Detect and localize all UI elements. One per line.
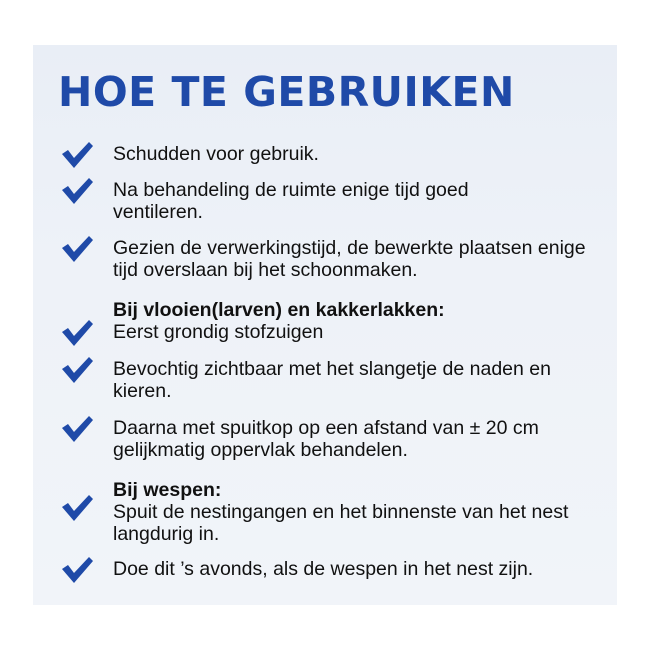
instruction-text: Spuit de nestingangen en het binnenste van het nest langdurig in. [113, 501, 569, 545]
section-heading: Bij vlooien(larven) en kakkerlakken: [113, 299, 445, 321]
instruction-text: Doe dit ’s avonds, als de wespen in het nest zijn. [113, 558, 534, 580]
instruction-text: Schudden voor gebruik. [113, 143, 319, 165]
checkmark-icon [60, 355, 94, 385]
instruction-text: Eerst grondig stofzuigen [113, 321, 324, 343]
instruction-text: Gezien de verwerkingstijd, de bewerkte plaatsen enige tijd overslaan bij het schoonmaken. [113, 237, 586, 281]
checkmark-icon [60, 493, 94, 523]
checkmark-icon [60, 234, 94, 264]
instruction-text: Daarna met spuitkop op een afstand van ± 20 cm gelijkmatig oppervlak behandelen. [113, 417, 539, 461]
instruction-text: Bevochtig zichtbaar met het slangetje de naden en kieren. [113, 358, 551, 402]
checkmark-icon [60, 555, 94, 585]
checkmark-icon [60, 140, 94, 170]
checkmark-icon [60, 176, 94, 206]
checkmark-icon [60, 318, 94, 348]
section-heading: Bij wespen: [113, 479, 222, 501]
instruction-text: Na behandeling de ruimte enige tijd goed ventileren. [113, 179, 469, 223]
checkmark-icon [60, 414, 94, 444]
page-title: HOE TE GEBRUIKEN [58, 68, 515, 116]
